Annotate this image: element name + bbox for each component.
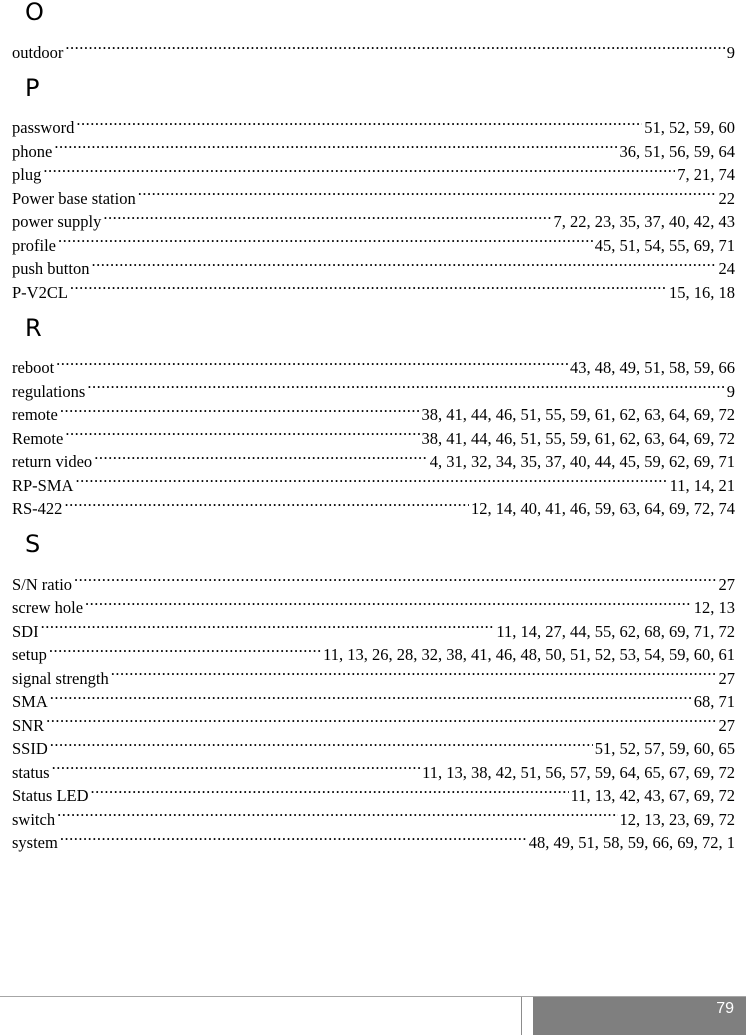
index-pages: 27	[718, 574, 735, 594]
index-pages: 45, 51, 54, 55, 69, 71	[594, 235, 735, 255]
index-entry	[12, 373, 735, 401]
section-letter: O	[25, 0, 44, 26]
index-term: profile	[12, 235, 56, 255]
dot-leader	[74, 566, 716, 590]
dot-leader	[138, 180, 717, 204]
dot-leader	[91, 251, 716, 275]
dot-leader	[94, 444, 428, 468]
index-entry	[12, 707, 735, 735]
index-pages: 4, 31, 32, 34, 35, 37, 40, 44, 45, 59, 62, 69, 71	[429, 452, 735, 471]
index-term: Status LED	[12, 786, 89, 805]
dot-leader	[46, 707, 716, 731]
dot-leader	[103, 204, 551, 228]
index-pages: 7, 21, 74	[677, 165, 735, 184]
dot-leader	[75, 467, 667, 491]
index-pages: 12, 13, 23, 69, 72	[619, 809, 735, 829]
index-pages: 27	[718, 668, 735, 688]
section-letter: R	[25, 313, 42, 342]
index-pages: 24	[718, 259, 735, 278]
index-entry	[12, 590, 735, 617]
dot-leader	[65, 34, 724, 58]
dot-leader	[57, 801, 617, 825]
index-entry	[12, 613, 735, 641]
index-entries	[12, 34, 735, 62]
index-pages: 11, 14, 21	[669, 475, 735, 495]
dot-leader	[60, 825, 527, 849]
index-section-o	[12, 0, 735, 62]
index-term: SMA	[12, 692, 48, 711]
index-term: switch	[12, 809, 56, 829]
index-pages: 51, 52, 57, 59, 60, 65	[594, 739, 735, 758]
index-pages: 38, 41, 44, 46, 51, 55, 59, 61, 62, 63, 64, 69, 72	[421, 428, 735, 448]
index-pages: 11, 13, 26, 28, 32, 38, 41, 46, 48, 50, 51, 52, 53, 54, 59, 60, 61	[323, 645, 735, 664]
index-entry	[12, 157, 735, 184]
index-entry	[12, 274, 735, 302]
index-pages: 7, 22, 23, 35, 37, 40, 42, 43	[553, 212, 735, 231]
index-term: SNR	[12, 715, 45, 735]
dot-leader	[50, 684, 692, 708]
index-pages: 12, 13	[693, 598, 735, 617]
dot-leader	[85, 590, 692, 614]
index-entry	[12, 251, 735, 278]
index-entry	[12, 397, 735, 424]
index-term: remote	[12, 405, 58, 424]
index-pages: 12, 14, 40, 41, 46, 59, 63, 64, 69, 72, 74	[471, 499, 735, 518]
index-term: screw hole	[12, 598, 84, 617]
index-entry	[12, 684, 735, 711]
index-pages: 27	[718, 715, 735, 735]
index-entry	[12, 731, 735, 758]
section-letter: P	[25, 73, 40, 102]
index-term: SDI	[12, 621, 39, 641]
index-term: RP-SMA	[12, 475, 74, 495]
index-pages: 68, 71	[693, 692, 735, 711]
index-entry	[12, 660, 735, 688]
index-entries	[12, 350, 735, 518]
index-term: RS-422	[12, 499, 63, 518]
page-number: 79	[716, 1000, 734, 1017]
section-letter: S	[25, 530, 41, 558]
index-pages: 11, 13, 38, 42, 51, 56, 57, 59, 64, 65, 67, 69, 72	[422, 762, 735, 782]
index-pages: 36, 51, 56, 59, 64	[619, 141, 735, 161]
index-term: return video	[12, 452, 93, 471]
dot-leader	[52, 754, 421, 778]
index-pages: 22	[718, 188, 735, 208]
index-list	[12, 0, 735, 864]
index-term: S/N ratio	[12, 574, 73, 594]
index-term: reboot	[12, 358, 55, 377]
dot-leader	[70, 274, 667, 298]
dot-leader	[58, 227, 593, 251]
index-term: password	[12, 118, 75, 137]
index-entry	[12, 467, 735, 495]
index-pages: 38, 41, 44, 46, 51, 55, 59, 61, 62, 63, 64, 69, 72	[421, 405, 735, 424]
index-section-s	[12, 530, 735, 852]
index-term: signal strength	[12, 668, 109, 688]
index-entries	[12, 566, 735, 852]
dot-leader	[64, 491, 469, 515]
index-pages: 48, 49, 51, 58, 59, 66, 69, 72, 1	[528, 833, 735, 852]
index-term: phone	[12, 141, 53, 161]
index-entry	[12, 566, 735, 594]
index-pages: 11, 14, 27, 44, 55, 62, 68, 69, 71, 72	[496, 621, 735, 641]
footer-page-box	[533, 997, 746, 1035]
index-pages: 9	[726, 42, 735, 62]
index-pages: 9	[726, 381, 735, 401]
dot-leader	[60, 397, 420, 421]
dot-leader	[87, 373, 724, 397]
dot-leader	[43, 157, 675, 181]
footer-separator	[521, 997, 522, 1035]
index-entry	[12, 180, 735, 208]
index-term: status	[12, 762, 50, 782]
index-term: push button	[12, 259, 90, 278]
index-term: P-V2CL	[12, 282, 68, 302]
index-term: regulations	[12, 381, 86, 401]
index-entry	[12, 204, 735, 231]
dot-leader	[41, 613, 495, 637]
dot-leader	[65, 420, 419, 444]
dot-leader	[49, 637, 321, 661]
index-term: setup	[12, 645, 47, 664]
dot-leader	[56, 350, 568, 374]
index-term: power supply	[12, 212, 102, 231]
index-section-p	[12, 73, 735, 302]
index-term: Remote	[12, 428, 64, 448]
index-entry	[12, 350, 735, 377]
dot-leader	[76, 110, 642, 134]
index-entries	[12, 110, 735, 302]
index-term: Power base station	[12, 188, 136, 208]
dot-leader	[54, 133, 617, 157]
index-section-r	[12, 313, 735, 518]
index-term: outdoor	[12, 42, 64, 62]
dot-leader	[50, 731, 593, 755]
dot-leader	[91, 778, 569, 802]
index-entry	[12, 491, 735, 518]
index-pages: 51, 52, 59, 60	[644, 118, 735, 137]
dot-leader	[111, 660, 717, 684]
index-entry	[12, 133, 735, 161]
index-term: plug	[12, 165, 42, 184]
index-pages: 15, 16, 18	[669, 282, 735, 302]
index-entry	[12, 34, 735, 62]
index-pages: 11, 13, 42, 43, 67, 69, 72	[570, 786, 735, 805]
index-term: SSID	[12, 739, 48, 758]
index-term: system	[12, 833, 58, 852]
index-pages: 43, 48, 49, 51, 58, 59, 66	[570, 358, 735, 377]
index-entry	[12, 110, 735, 137]
